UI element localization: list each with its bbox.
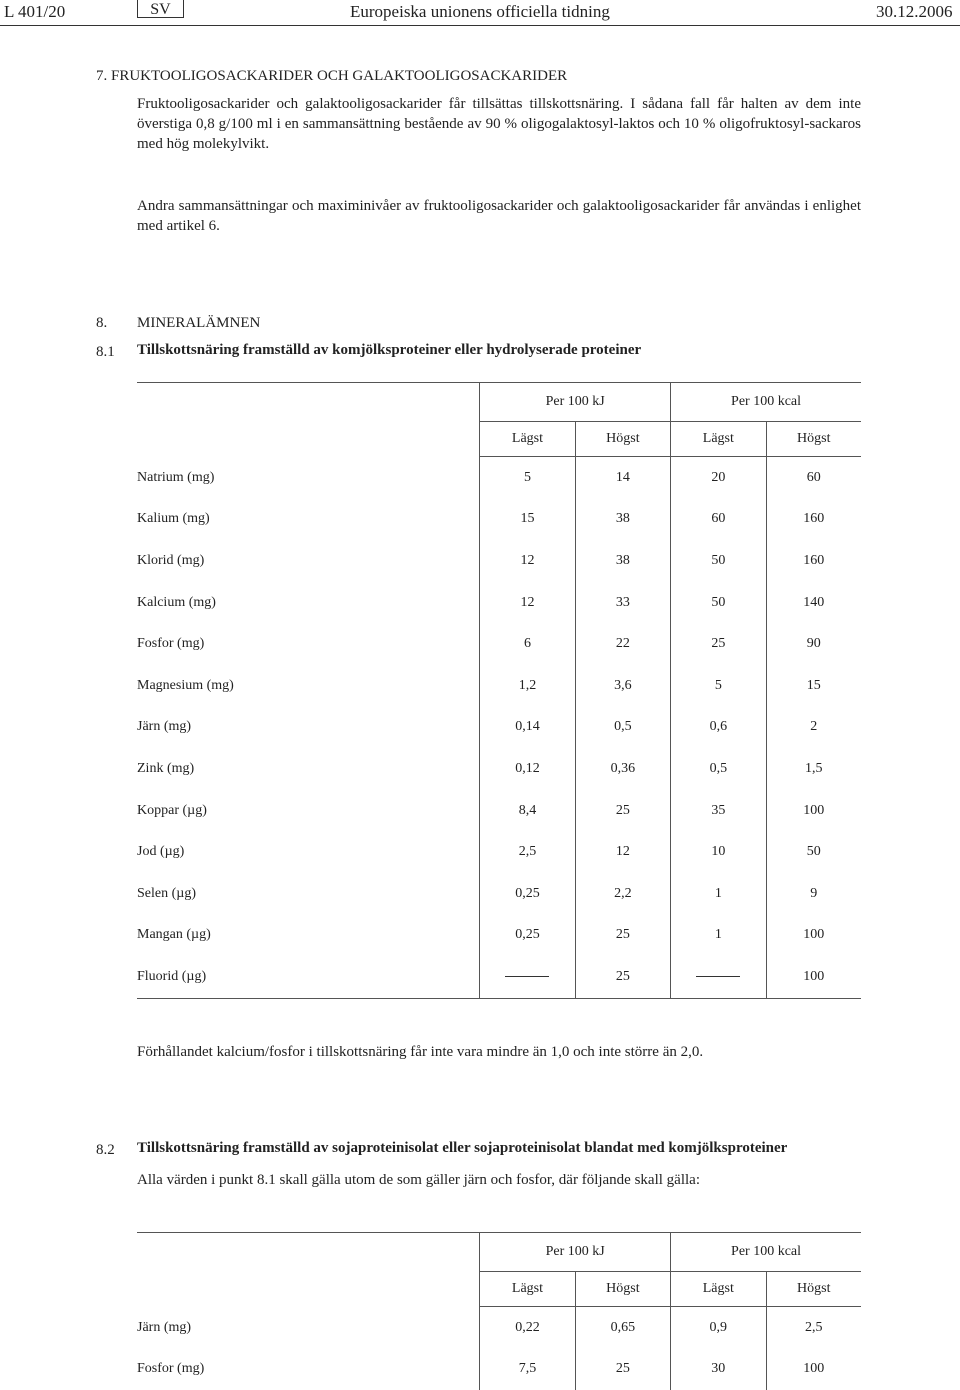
kcal-max-value: 9 — [810, 885, 818, 901]
kcal-max-value: 100 — [766, 956, 861, 998]
kj-max-value: 25 — [575, 790, 670, 832]
table-header-row — [137, 1233, 861, 1272]
kcal-min-header: Lägst — [671, 1272, 766, 1307]
nutrient-name: Fosfor (mg) — [137, 1349, 480, 1390]
per-100-kj-header: Per 100 kJ — [480, 1233, 671, 1272]
kj-min-value: 2,5 — [480, 831, 575, 873]
section-8-2-title: Tillskottsnäring framställd av sojaproteinisolat eller sojaproteinisolat blandat med komjölksproteiner — [137, 1140, 788, 1156]
table-row — [137, 873, 861, 915]
section-7-paragraph-1: Fruktooligosackarider och galaktooligosackarider får tillsättas tillskottsnäring. I sådana fall får halten av dem inte överstiga 0,8 g/100 ml i en sammansättning bestående av 90 % oligogalaktosyl-laktos och 10 % oligofruktosyl-sackaros med hög molekylvikt. — [137, 96, 861, 152]
kj-min-value — [480, 956, 575, 998]
kcal-max-value: 160 — [803, 552, 825, 568]
nutrient-name: Zink (mg) — [137, 748, 480, 790]
kj-max-value: 22 — [575, 623, 670, 665]
nutrient-name: Mangan (µg) — [137, 915, 480, 957]
kj-min-value: 0,14 — [480, 707, 575, 749]
nutrient-name: Selen (µg) — [137, 873, 480, 915]
kcal-max-header: Högst — [766, 1272, 861, 1307]
kcal-min-value: 1 — [671, 873, 766, 915]
kj-max-value: 33 — [575, 582, 670, 624]
kcal-min-value: 0,9 — [671, 1307, 766, 1349]
kcal-max-value: 100 — [803, 802, 825, 818]
per-100-kj-header: Per 100 kJ — [480, 383, 671, 422]
nutrient-name: Järn (mg) — [137, 1307, 480, 1349]
kj-max-value: 14 — [575, 457, 670, 499]
kj-max-value: 2,2 — [575, 873, 670, 915]
table-row — [137, 582, 861, 624]
kcal-max-value: 100 — [803, 1361, 825, 1377]
kj-max-value: 38 — [575, 499, 670, 541]
section-8-number: 8. — [96, 315, 108, 331]
table-row — [137, 540, 861, 582]
language-badge: SV — [137, 0, 184, 18]
kcal-max-value: 1,5 — [805, 760, 823, 776]
kcal-min-value — [671, 956, 766, 998]
publication-date: 30.12.2006 — [876, 2, 953, 21]
kj-max-value: 0,65 — [575, 1307, 670, 1349]
kj-min-value: 0,25 — [480, 915, 575, 957]
kj-min-value: 8,4 — [480, 790, 575, 832]
kcal-min-value: 5 — [671, 665, 766, 707]
kcal-max-value: 50 — [806, 844, 821, 860]
header-rule — [0, 25, 960, 26]
kcal-min-value: 1 — [671, 915, 766, 957]
table-row — [137, 623, 861, 665]
kcal-min-value: 0,6 — [671, 707, 766, 749]
table-row — [137, 748, 861, 790]
kcal-max-value: 15 — [806, 677, 821, 693]
table-row — [137, 1307, 861, 1349]
nutrient-name: Kalium (mg) — [137, 499, 480, 541]
kcal-min-value: 50 — [671, 540, 766, 582]
kj-max-value: 38 — [575, 540, 670, 582]
nutrient-name: Natrium (mg) — [137, 457, 480, 499]
kj-min-value: 6 — [480, 623, 575, 665]
table-subheader-row — [137, 422, 861, 457]
kcal-max-value: 160 — [803, 511, 825, 527]
kcal-max-value: 100 — [803, 927, 825, 943]
kcal-max-value: 140 — [803, 594, 825, 610]
kj-min-value: 0,25 — [480, 873, 575, 915]
kcal-min-value: 10 — [671, 831, 766, 873]
kj-min-value: 5 — [480, 457, 575, 499]
calcium-phosphorus-note: Förhållandet kalcium/fosfor i tillskottsnäring får inte vara mindre än 1,0 och inte större än 2,0. — [137, 1044, 704, 1060]
section-8-2-text: Alla värden i punkt 8.1 skall gälla utom de som gäller järn och fosfor, där följande skall gälla: — [137, 1172, 700, 1188]
table-subheader-row — [137, 1272, 861, 1307]
kj-max-value: 25 — [575, 956, 670, 998]
table-row — [137, 457, 861, 499]
table-row — [137, 831, 861, 873]
kcal-max-value: 60 — [806, 469, 821, 485]
nutrient-name: Kalcium (mg) — [137, 582, 480, 624]
kj-max-value: 12 — [575, 831, 670, 873]
journal-title: Europeiska unionens officiella tidning — [350, 2, 610, 21]
section-8-1-title: Tillskottsnäring framställd av komjölksproteiner eller hydrolyserade proteiner — [137, 342, 642, 358]
kcal-min-value: 60 — [671, 499, 766, 541]
kcal-min-value: 0,5 — [671, 748, 766, 790]
kcal-max-value: 2,5 — [805, 1319, 823, 1335]
soy-minerals-table — [137, 1232, 861, 1390]
kj-min-value: 1,2 — [480, 665, 575, 707]
kj-max-value: 3,6 — [575, 665, 670, 707]
kcal-min-value: 35 — [671, 790, 766, 832]
kj-max-header: Högst — [575, 1272, 670, 1307]
table-row — [137, 665, 861, 707]
table-row — [137, 956, 861, 998]
table-header-row — [137, 383, 861, 422]
kj-min-header: Lägst — [480, 422, 575, 457]
kj-max-value: 0,5 — [575, 707, 670, 749]
kj-min-value: 12 — [480, 540, 575, 582]
table-row — [137, 790, 861, 832]
per-100-kcal-header: Per 100 kcal — [671, 383, 861, 422]
nutrient-name: Klorid (mg) — [137, 540, 480, 582]
not-applicable-dash — [505, 976, 549, 977]
table-row — [137, 915, 861, 957]
nutrient-name: Fluorid (µg) — [137, 956, 480, 998]
kj-max-value: 25 — [575, 915, 670, 957]
table-row — [137, 707, 861, 749]
section-8-2-number: 8.2 — [96, 1142, 115, 1158]
per-100-kcal-header: Per 100 kcal — [671, 1233, 861, 1272]
kj-min-value: 15 — [480, 499, 575, 541]
not-applicable-dash — [696, 976, 740, 977]
kcal-max-value: 90 — [806, 636, 821, 652]
page-reference: L 401/20 — [4, 2, 66, 21]
table-row — [137, 1349, 861, 1390]
kj-max-header: Högst — [575, 422, 670, 457]
kj-max-value: 25 — [575, 1349, 670, 1390]
kj-min-value: 0,12 — [480, 748, 575, 790]
kcal-min-value: 30 — [671, 1349, 766, 1390]
minerals-table — [137, 382, 861, 999]
kcal-min-value: 25 — [671, 623, 766, 665]
nutrient-name: Fosfor (mg) — [137, 623, 480, 665]
section-8-title: MINERALÄMNEN — [137, 315, 261, 331]
nutrient-name: Järn (mg) — [137, 707, 480, 749]
kj-min-value: 7,5 — [480, 1349, 575, 1390]
section-7-paragraph-2: Andra sammansättningar och maximinivåer av fruktooligosackarider och galaktooligosackarider får användas i enlighet med artikel 6. — [137, 198, 861, 234]
nutrient-name: Koppar (µg) — [137, 790, 480, 832]
kcal-min-header: Lägst — [671, 422, 766, 457]
section-7-heading: 7. FRUKTOOLIGOSACKARIDER OCH GALAKTOOLIGOSACKARIDER — [96, 68, 568, 84]
nutrient-name: Jod (µg) — [137, 831, 480, 873]
kcal-min-value: 50 — [671, 582, 766, 624]
kcal-max-value: 2 — [810, 719, 818, 735]
kcal-max-header: Högst — [766, 422, 861, 457]
table-row — [137, 499, 861, 541]
section-8-1-number: 8.1 — [96, 344, 115, 360]
kj-max-value: 0,36 — [575, 748, 670, 790]
kj-min-value: 12 — [480, 582, 575, 624]
kj-min-header: Lägst — [480, 1272, 575, 1307]
kj-min-value: 0,22 — [480, 1307, 575, 1349]
kcal-min-value: 20 — [671, 457, 766, 499]
nutrient-name: Magnesium (mg) — [137, 665, 480, 707]
